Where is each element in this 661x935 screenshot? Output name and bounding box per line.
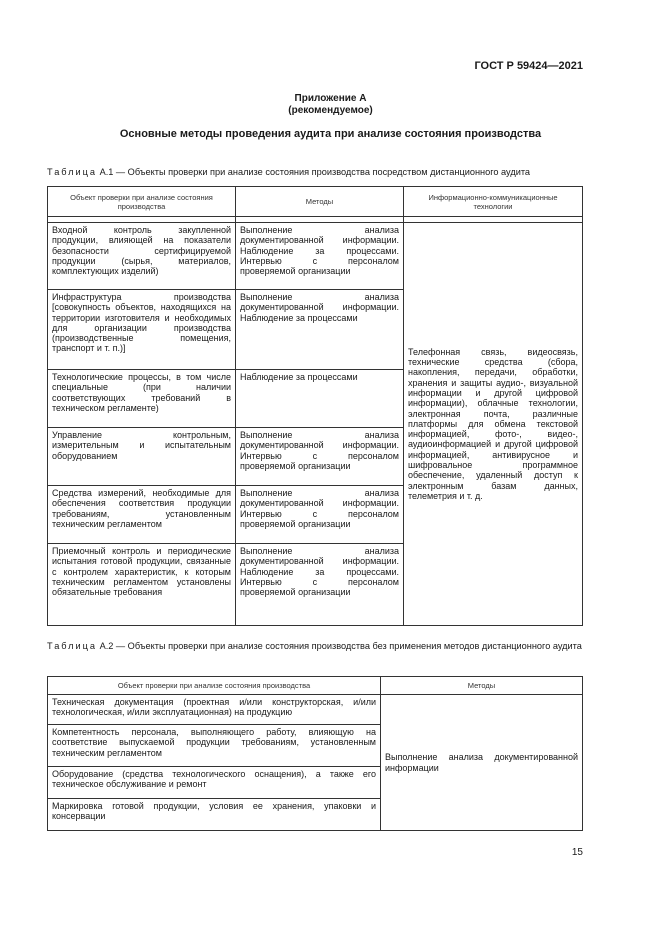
table1-technologies-cell: Телефонная связь, видеосвязь, технические средства (сбора, накопления, передачи, обработки, хранения и защиты аудио-, визуальной информации и другой цифровой информации), облачные технологии, электронная почта, различные платформы для обмена текстовой информацией, фото-, видео-, аудиоинформацией и другой цифровой информацией, антивирусное и шифровальное программное обеспечение, удаленный доступ к электронным базам данных, телеметрия и т. д. <box>404 223 583 626</box>
table1-header-methods: Методы <box>236 187 404 217</box>
table1-methods-cell: Выполнение анализа документированной информации. Интервью с персоналом проверяемой организации <box>236 486 404 544</box>
table-a2 <box>47 676 583 831</box>
table2-object-cell: Техническая документация (проектная и/или конструкторская, и/или технологическая, и/или эксплуатационная) на продукцию <box>48 695 381 725</box>
table2-label: Таблица <box>47 641 98 651</box>
table1-caption-text: А.1 — Объекты проверки при анализе состояния производства посредством дистанционного аудита <box>97 167 531 177</box>
table1-object-cell: Приемочный контроль и периодические испытания готовой продукции, связанные с контролем характеристик, к которым техническим регламентом установлены обязательные требования <box>48 544 236 626</box>
table2-caption-text: А.2 — Объекты проверки при анализе состояния производства без применения методов дистанционного аудита <box>97 641 582 651</box>
table-row <box>48 223 583 290</box>
appendix-title: Приложение А <box>294 93 367 104</box>
table-a1 <box>47 186 583 626</box>
table2-object-cell: Компетентность персонала, выполняющего работу, влияющую на соответствие выпускаемой продукции требованиям, установленным техническим регламентом <box>48 725 381 767</box>
table1-object-cell: Управление контрольным, измерительным и испытательным оборудованием <box>48 428 236 486</box>
table2-header-methods: Методы <box>381 677 583 695</box>
page-number: 15 <box>571 847 583 858</box>
table1-header-object: Объект проверки при анализе состояния производства <box>48 187 236 217</box>
document-code: ГОСТ Р 59424—2021 <box>474 60 583 72</box>
table1-methods-cell: Выполнение анализа документированной информации. Наблюдение за процессами <box>236 290 404 370</box>
section-heading: Основные методы проведения аудита при анализе состояния производства <box>119 128 542 140</box>
table2-header-object: Объект проверки при анализе состояния производства <box>48 677 381 695</box>
table1-header-technologies: Информационно-коммуникационные технологии <box>404 187 583 217</box>
table1-object-cell: Входной контроль закупленной продукции, влияющей на показатели безопасности сертифицируемой продукции (сырья, материалов, комплектующих изделий) <box>48 223 236 290</box>
table2-object-cell: Маркировка готовой продукции, условия ее хранения, упаковки и консервации <box>48 799 381 831</box>
table1-caption <box>47 166 587 178</box>
table2-object-cell: Оборудование (средства технологического оснащения), а также его техническое обслуживание и ремонт <box>48 767 381 799</box>
table1-methods-cell: Выполнение анализа документированной информации. Наблюдение за процессами. Интервью с персоналом проверяемой организации <box>236 223 404 290</box>
table1-object-cell: Средства измерений, необходимые для обеспечения соответствия продукции требованиям, установленным техническим регламентом <box>48 486 236 544</box>
table-row <box>48 695 583 725</box>
table1-object-cell: Инфраструктура производства [совокупность объектов, находящихся на территории изготовителя и необходимых для организации производства (производственные помещения, транспорт и т. п.)] <box>48 290 236 370</box>
table2-caption <box>47 640 587 652</box>
table1-label: Таблица <box>47 167 98 177</box>
appendix-subtitle: (рекомендуемое) <box>288 105 373 116</box>
table1-object-cell: Технологические процессы, в том числе специальные (при наличии соответствующих требований в техническом регламенте) <box>48 370 236 428</box>
table2-methods-cell: Выполнение анализа документированной информации <box>381 695 583 831</box>
table1-methods-cell: Наблюдение за процессами <box>236 370 404 428</box>
table1-methods-cell: Выполнение анализа документированной информации. Интервью с персоналом проверяемой организации <box>236 428 404 486</box>
table1-methods-cell: Выполнение анализа документированной информации. Наблюдение за процессами. Интервью с персоналом проверяемой организации <box>236 544 404 626</box>
